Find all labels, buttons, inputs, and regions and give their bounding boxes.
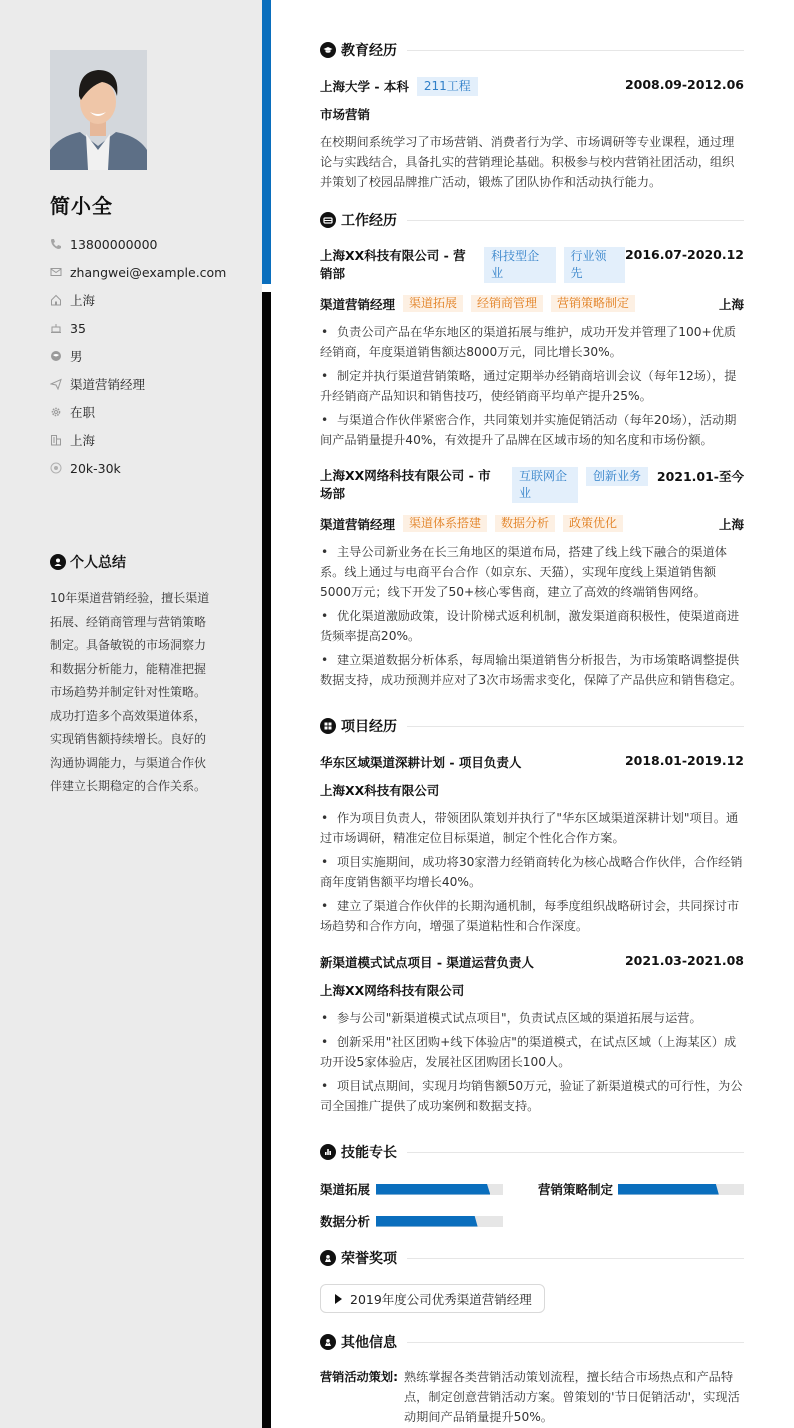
info-salary: 20k-30k — [50, 454, 226, 482]
section-divider — [407, 726, 744, 727]
accent-bar-black — [262, 292, 271, 1428]
summary-heading: 个人总结 — [50, 552, 126, 572]
award-icon — [320, 1250, 336, 1266]
mail-icon — [50, 266, 62, 278]
project-name: 新渠道模式试点项目 - 渠道运营负责人 — [320, 955, 534, 970]
section-education: 教育经历 — [320, 40, 744, 60]
skill-bar-fill — [376, 1216, 478, 1227]
project-company: 上海XX网络科技有限公司 — [320, 983, 465, 998]
job-bullets — [320, 542, 744, 694]
bullet-item: • 优化渠道激励政策，设计阶梯式返利机制，激发渠道商积极性，使渠道商进货频率提高20%。 — [320, 609, 740, 643]
skill-bar-fill — [376, 1184, 490, 1195]
skill-item — [320, 1180, 503, 1198]
info-city: 上海 — [50, 426, 226, 454]
info-age: 35 — [50, 314, 226, 342]
project-date: 2021.03-2021.08 — [624, 953, 744, 968]
bullet-item: • 作为项目负责人，带领团队策划并执行了"华东区域渠道深耕计划"项目。通过市场调研，精准定位目标渠道，制定个性化合作方案。 — [320, 811, 739, 845]
project-header — [320, 753, 744, 771]
skill-bar — [618, 1184, 744, 1195]
job-header — [320, 247, 744, 283]
bullet-item: • 负责公司产品在华东地区的渠道拓展与维护，成功开发并管理了100+优质经销商，年度渠道销售额达8000万元，同比增长30%。 — [320, 325, 737, 359]
info-gender: 男 — [50, 342, 226, 370]
job-role-row — [320, 515, 744, 533]
job-date: 2021.01-至今 — [656, 469, 744, 484]
section-work: 工作经历 — [320, 210, 744, 230]
bullet-item: • 建立渠道数据分析体系，每周输出渠道销售分析报告，为市场策略调整提供数据支持，成功预测并应对了3次市场需求变化，保障了产品供应和销售稳定。 — [320, 653, 743, 687]
company-tag: 科技型企业 — [484, 247, 555, 283]
skill-bar — [376, 1184, 503, 1195]
job-header — [320, 467, 744, 503]
profile-photo — [50, 50, 147, 170]
building-icon — [50, 434, 62, 446]
skill-tag: 渠道体系搭建 — [403, 515, 487, 532]
bullet-item: • 创新采用"社区团购+线下体验店"的渠道模式，在试点区域（上海某区）成功开设5家体验店，发展社区团购团长100人。 — [320, 1035, 737, 1069]
user-circle-icon — [50, 554, 66, 570]
info-location: 上海 — [50, 286, 226, 314]
other-info-label: 营销活动策划: — [320, 1370, 398, 1384]
job-bullets — [320, 322, 744, 454]
education-description: 在校期间系统学习了市场营销、消费者行为学、市场调研等专业课程，通过理论与实践结合，具备扎实的营销理论基础。积极参与校内营销社团活动，组织并策划了校园品牌推广活动，锻炼了团队协作和活动执行能力。 — [320, 135, 735, 189]
section-divider — [407, 1258, 744, 1259]
graduation-cap-icon — [320, 42, 336, 58]
portrait-icon — [50, 50, 147, 170]
section-projects: 项目经历 — [320, 716, 744, 736]
skill-name: 营销策略制定 — [538, 1182, 614, 1197]
grid-icon — [320, 718, 336, 734]
bullet-item: • 项目实施期间，成功将30家潜力经销商转化为核心战略合作伙伴，合作经销商年度销售额平均增长40%。 — [320, 855, 743, 889]
bullet-item: • 参与公司"新渠道模式试点项目"，负责试点区域的渠道拓展与运营。 — [321, 1011, 702, 1025]
school-name: 上海大学 - 本科 — [320, 79, 409, 94]
job-role: 渠道营销经理 — [320, 517, 396, 532]
info-phone: 13800000000 — [50, 230, 226, 258]
company-name: 上海XX网络科技有限公司 - 市场部 — [320, 468, 491, 501]
section-divider — [407, 50, 744, 51]
project-company-row — [320, 981, 744, 999]
education-major-row — [320, 105, 744, 123]
section-divider — [407, 220, 744, 221]
education-date: 2008.09-2012.06 — [624, 77, 744, 92]
section-divider — [407, 1342, 744, 1343]
other-info-value: 熟练掌握各类营销活动策划流程，擅长结合市场热点和产品特点，制定创意营销活动方案。曾策划的'节日促销活动'，实现活动期间产品销量提升50%。 — [404, 1370, 740, 1424]
bullet-item: • 制定并执行渠道营销策略，通过定期举办经销商培训会议（每年12场），提升经销商产品知识和销售技巧，使经销商平均单产提升25%。 — [320, 369, 737, 403]
bullet-item: • 项目试点期间，实现月均销售额50万元，验证了新渠道模式的可行性，为公司全国推广提供了成功案例和数据支持。 — [320, 1079, 743, 1113]
education-header — [320, 77, 744, 96]
section-divider — [407, 1152, 744, 1153]
company-tag: 行业领先 — [564, 247, 625, 283]
send-icon — [50, 378, 62, 390]
info-status: 在职 — [50, 398, 226, 426]
job-role-row — [320, 295, 744, 313]
award-item[interactable]: 2019年度公司优秀渠道营销经理 — [320, 1284, 545, 1313]
summary-text: 10年渠道营销经验，擅长渠道拓展、经销商管理与营销策略制定。具备敏锐的市场洞察力和数据分析能力，能精准把握市场趋势并制定针对性策略。成功打造多个高效渠道体系，实现销售额持续增长。良好的沟通协调能力，与渠道合作伙伴建立长期稳定的合作关系。 — [50, 591, 210, 793]
bullet-item: • 建立了渠道合作伙伴的长期沟通机制，每季度组织战略研讨会，共同探讨市场趋势和合作方向，增强了渠道粘性和合作深度。 — [320, 899, 740, 933]
contact-info-list — [50, 230, 226, 482]
major: 市场营销 — [320, 107, 371, 122]
company-tag: 互联网企业 — [512, 467, 578, 503]
bullet-item: • 主导公司新业务在长三角地区的渠道布局，搭建了线上线下融合的渠道体系。线上通过与电商平台合作（如京东、天猫），实现年度线上渠道销售额5000万元；线下开发了50+核心零售商，建立了高效的终端销售网络。 — [320, 545, 727, 599]
section-skills: 技能专长 — [320, 1142, 744, 1162]
info-position: 渠道营销经理 — [50, 370, 226, 398]
project-bullets — [320, 1008, 744, 1120]
job-city: 上海 — [718, 297, 744, 312]
project-bullets — [320, 808, 744, 940]
job-role: 渠道营销经理 — [320, 297, 396, 312]
project-header — [320, 953, 744, 971]
skill-tag: 渠道拓展 — [403, 295, 463, 312]
candidate-name: 简小全 — [50, 194, 113, 218]
info-email: zhangwei@example.com — [50, 258, 226, 286]
info-badge-icon — [320, 1334, 336, 1350]
skill-name: 数据分析 — [320, 1214, 371, 1229]
phone-icon — [50, 238, 62, 250]
job-date: 2016.07-2020.12 — [624, 247, 744, 262]
cake-icon — [50, 322, 62, 334]
skill-item — [320, 1212, 503, 1230]
job-city: 上海 — [718, 517, 744, 532]
home-icon — [50, 294, 62, 306]
skill-tag: 数据分析 — [495, 515, 555, 532]
gender-icon — [50, 350, 62, 362]
skill-item — [538, 1180, 744, 1198]
section-other: 其他信息 — [320, 1332, 744, 1352]
skill-bar-fill — [618, 1184, 719, 1195]
project-company-row — [320, 781, 744, 799]
school-tag: 211工程 — [417, 77, 478, 96]
project-date: 2018.01-2019.12 — [624, 753, 744, 768]
accent-bar-blue — [262, 0, 271, 284]
skill-tag: 经销商管理 — [471, 295, 543, 312]
company-name: 上海XX科技有限公司 - 营销部 — [320, 248, 466, 281]
skill-tag: 营销策略制定 — [551, 295, 635, 312]
gear-icon — [50, 406, 62, 418]
briefcase-icon — [320, 212, 336, 228]
salary-icon — [50, 462, 62, 474]
skill-tag: 政策优化 — [563, 515, 623, 532]
project-company: 上海XX科技有限公司 — [320, 783, 440, 798]
other-info-row — [320, 1367, 744, 1427]
project-name: 华东区域渠道深耕计划 - 项目负责人 — [320, 755, 522, 770]
chart-icon — [320, 1144, 336, 1160]
skill-bar — [376, 1216, 503, 1227]
bullet-item: • 与渠道合作伙伴紧密合作，共同策划并实施促销活动（每年20场），活动期间产品销量提升40%，有效提升了品牌在区域市场的知名度和市场份额。 — [320, 413, 737, 447]
section-awards: 荣誉奖项 — [320, 1248, 744, 1268]
skill-name: 渠道拓展 — [320, 1182, 371, 1197]
company-tag: 创新业务 — [586, 467, 648, 486]
caret-right-icon — [335, 1294, 342, 1304]
